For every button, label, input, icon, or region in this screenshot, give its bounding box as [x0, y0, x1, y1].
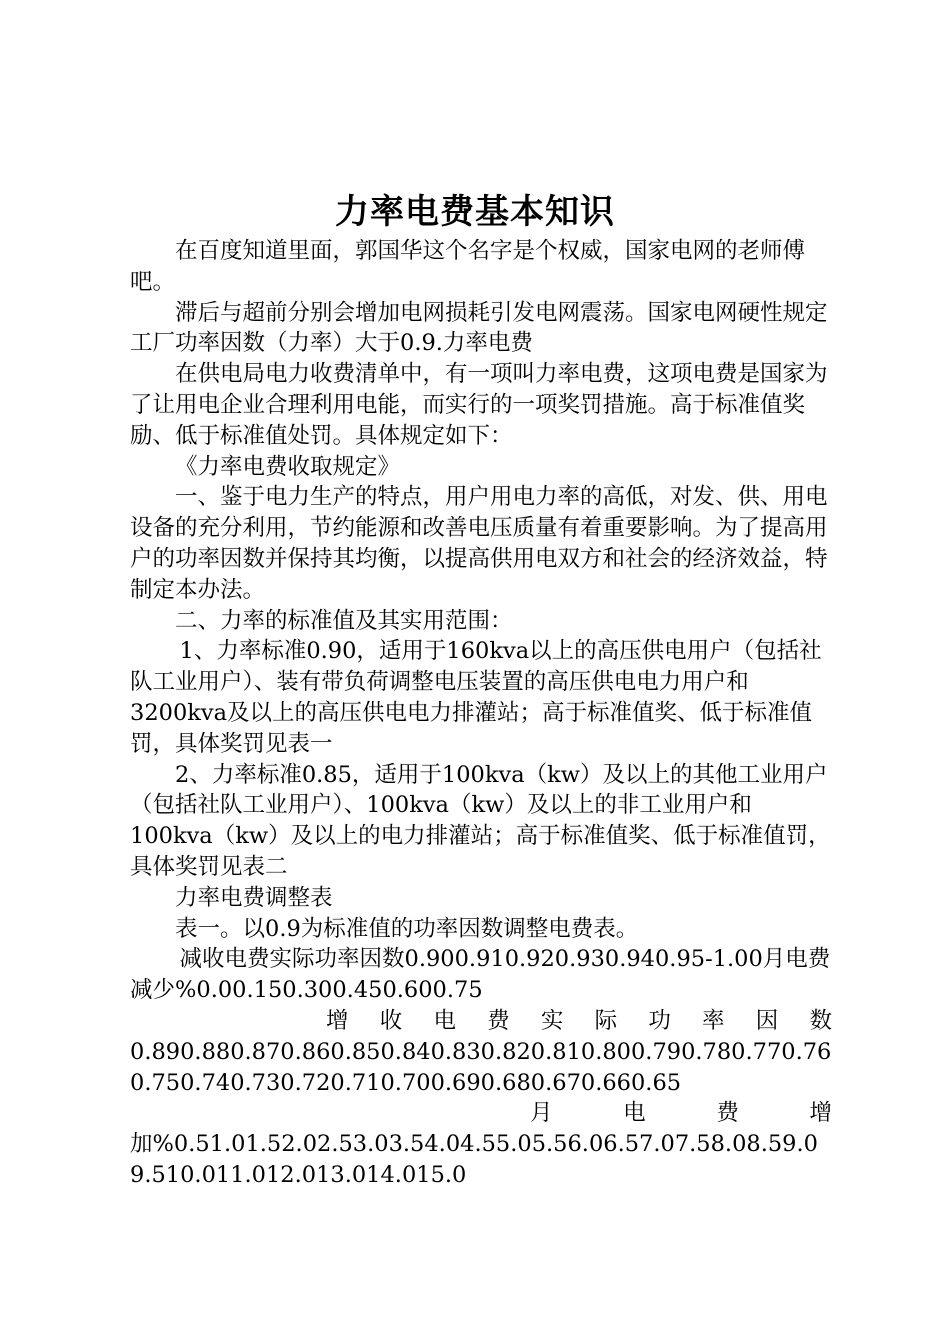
paragraph-table-heading: 力率电费调整表 [175, 884, 333, 911]
paragraph-grid-rule: 滞后与超前分别会增加电网损耗引发电网震荡。国家电网硬性规定工厂功率因数（力率）大于0.9.力率电费 [130, 299, 828, 357]
paragraph-standard-085: 2、力率标准0.85，适用于100kva（kw）及以上的其他工业用户（包括社队工业用户）、100kva（kw）及以上的非工业用户和100kva（kw）及以上的电力排灌站；高于标准值奖、低于标准值罚，具体奖罚见表二 [130, 761, 831, 880]
paragraph-bill-explanation: 在供电局电力收费清单中，有一项叫力率电费，这项电费是国家为了让用电企业合理利用电能，而实行的一项奖罚措施。高于标准值奖励、低于标准值处罚。具体规定如下： [130, 361, 828, 449]
paragraph-table-one-caption: 表一。以0.9为标准值的功率因数调整电费表。 [175, 915, 639, 942]
paragraph-monthly-increase-values: 加%0.51.01.52.02.53.03.54.04.55.05.56.06.57.07.58.08.59.09.510.011.012.013.014.015.0 [130, 1131, 818, 1188]
paragraph-increase-label: 增收电费实际功率因数 [326, 1007, 832, 1034]
paragraph-standard-090: 1、力率标准0.90，适用于160kva以上的高压供电用户（包括社队工业用户）、装有带负荷调整电压装置的高压供电电力用户和3200kva及以上的高压供电电力排灌站；高于标准值奖、低于标准值罚，具体奖罚见表一 [130, 638, 822, 757]
document-body [130, 236, 832, 1191]
paragraph-section-two: 二、力率的标准值及其实用范围： [175, 607, 513, 634]
paragraph-regulation-heading: 《力率电费收取规定》 [175, 453, 401, 480]
paragraph-reduction-row: 减收电费实际功率因数0.900.910.920.930.940.95-1.00月电费减少%0.00.150.300.450.600.75 [130, 946, 831, 1004]
document-title: 力率电费基本知识 [335, 192, 615, 232]
paragraph-increase-values: 0.890.880.870.860.850.840.830.820.810.800.790.780.770.760.750.740.730.720.710.700.690.680.670.660.65 [130, 1038, 832, 1096]
paragraph-intro: 在百度知道里面，郭国华这个名字是个权威，国家电网的老师傅吧。 [130, 238, 806, 295]
paragraph-monthly-increase-label: 月电费增 [530, 1100, 832, 1127]
paragraph-section-one: 一、鉴于电力生产的特点，用户用电力率的高低，对发、供、用电设备的充分利用，节约能源和改善电压质量有着重要影响。为了提高用户的功率因数并保持其均衡，以提高供用电双方和社会的经济效益，特制定本办法。 [130, 484, 828, 603]
